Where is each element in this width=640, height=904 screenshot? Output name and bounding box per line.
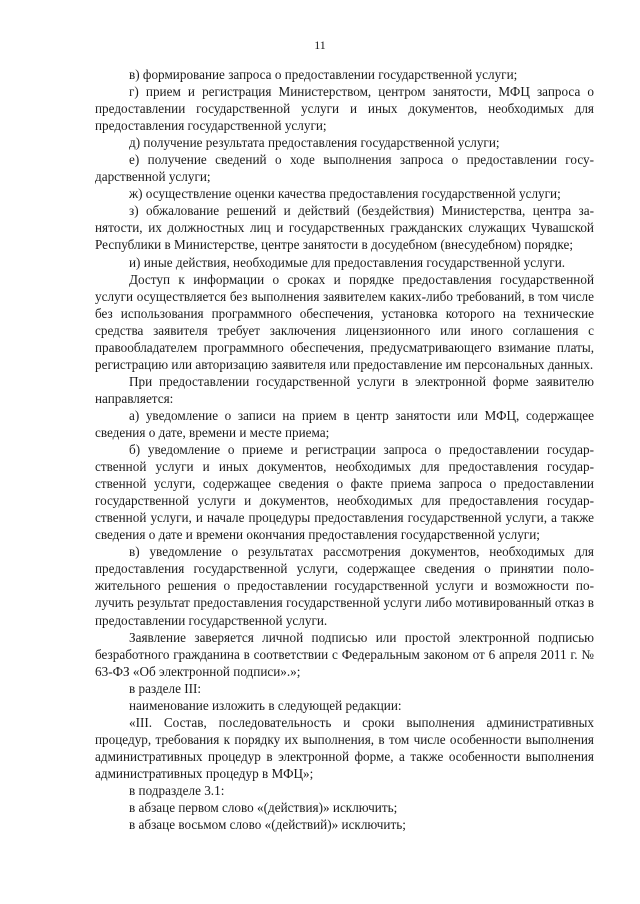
paragraph: з) обжалование решений и действий (бездействия) Министерства, центра занятости, их должностных лиц и государственных гражданских служащих Чувашской Республики в Министерстве, центре занятости в досудебном (внесудебном) порядке;	[95, 203, 594, 253]
paragraph: наименование изложить в следующей редакции:	[129, 697, 402, 713]
paragraph: б) уведомление о приеме и регистрации запроса о предоставлении государственной услуги и иных документов, необходимых для предоставления государственной услуги, содержащее сведения о факте приема запроса о предоставлении государственной услуги и документов, необходимых для предоставления государственной услуги, и начале процедуры предоставления государственной услуги, а также сведения о дате и времени окончания предоставления государственной услуги;	[95, 442, 594, 543]
paragraph: в абзаце первом слово «(действия)» исключить;	[129, 800, 398, 816]
paragraph: Доступ к информации о сроках и порядке предоставления государственной услуги осуществляется без выполнения заявителем каких-либо требований, в том числе без использования программного обеспечения, установка которого на технические средства заявителя требует заключения лицензионного или иного соглашения с правообладателем программного обеспечения, предусматривающего взимание платы, регистрацию или авторизацию заявителя или предоставление им персональных данных.	[95, 271, 594, 372]
paragraph: г) прием и регистрация Министерством, центром занятости, МФЦ запроса о предоставлении государственной услуги и иных документов, необходимых для предоставления государственной услуги;	[95, 84, 594, 134]
body-text	[95, 66, 594, 833]
paragraph: в) уведомление о результатах рассмотрения документов, необходимых для предоставления государственной услуги, содержащее сведения о принятии положительного решения о предоставлении государственной услуги и возможности получить результат предоставления государственной услуги либо мотивированный отказ в предоставлении государственной услуги.	[95, 544, 594, 628]
paragraph: ж) осуществление оценки качества предоставления государственной услуги;	[129, 186, 561, 202]
paragraph: а) уведомление о записи на прием в центр занятости или МФЦ, содержащее сведения о дате, времени и месте приема;	[95, 407, 594, 440]
paragraph: в абзаце восьмом слово «(действий)» исключить;	[129, 817, 406, 833]
paragraph: в подразделе 3.1:	[129, 782, 225, 798]
paragraph: «III. Состав, последовательность и сроки выполнения административных процедур, требования к порядку их выполнения, в том числе особенности выполнения административных процедур в электронной форме, а также особенности выполнения административных процедур в МФЦ»;	[95, 714, 594, 781]
paragraph: в разделе III:	[129, 680, 202, 696]
paragraph: При предоставлении государственной услуги в электронной форме заявителю направляется:	[95, 373, 594, 406]
page-number: 11	[314, 38, 326, 52]
paragraph: Заявление заверяется личной подписью или простой электронной подписью безработного гражданина в соответствии с Федеральным законом от 6 апреля 2011 г. № 63-ФЗ «Об электронной подписи».»;	[95, 629, 594, 679]
paragraph: в) формирование запроса о предоставлении государственной услуги;	[129, 67, 518, 82]
paragraph: е) получение сведений о ходе выполнения запроса о предоставлении государственной услуги;	[95, 152, 594, 185]
paragraph: д) получение результата предоставления государственной услуги;	[129, 135, 500, 151]
paragraph: и) иные действия, необходимые для предоставления государственной услуги.	[129, 254, 566, 270]
